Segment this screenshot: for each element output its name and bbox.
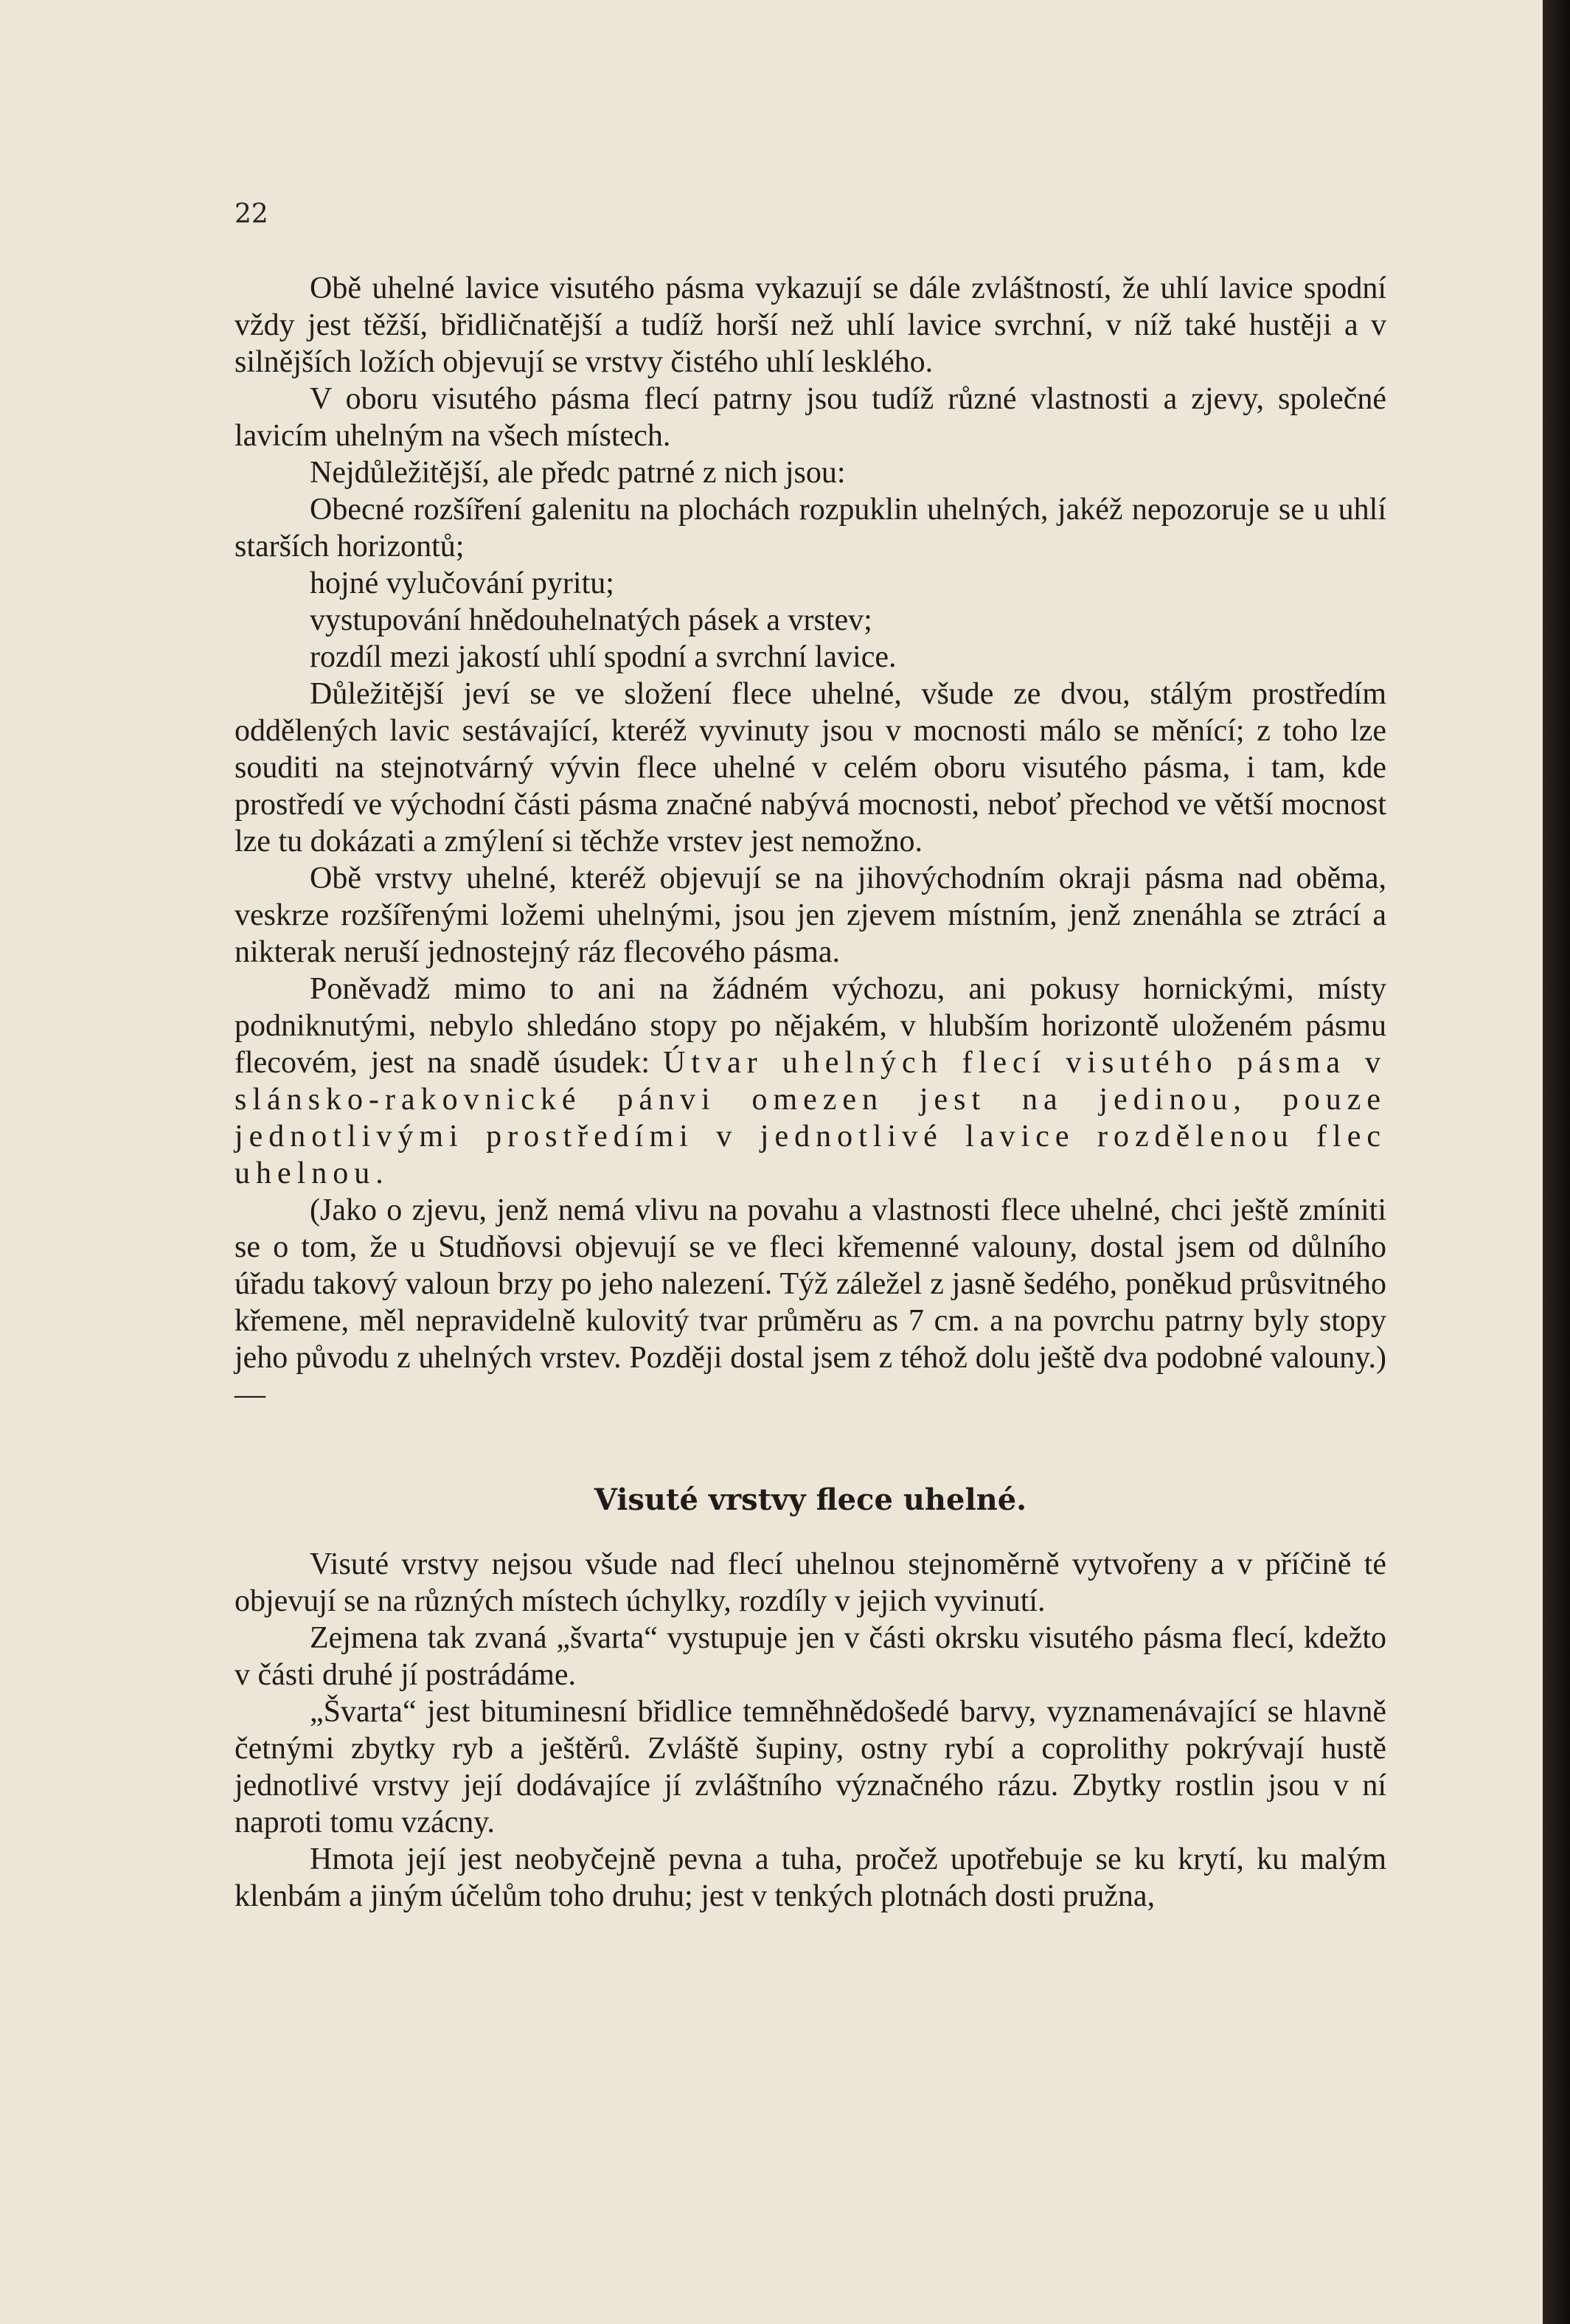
paragraph: Zejmena tak zvaná „švarta“ vystupuje jen v části okrsku visutého pásma flecí, kdežto v části druhé jí postrádáme.	[235, 1621, 1386, 1692]
book-spine-shadow	[1543, 0, 1570, 2324]
paragraph-text: Poněvadž mimo to ani na žádném výchozu, ani pokusy hornickými, místy podniknutými, nebylo shledáno stopy po nějakém, v hlubším horizontě uloženém pásmu flecovém, jest na snadě úsudek:	[235, 972, 1386, 1080]
paragraph: Visuté vrstvy nejsou všude nad flecí uhelnou stejnoměrně vytvořeny a v příčině té objevují se na různých místech úchylky, rozdíly v jejich vyvinutí.	[235, 1547, 1386, 1618]
paragraph-conclusion	[235, 971, 1386, 1192]
body-text	[235, 270, 1386, 1915]
emphasized-conclusion: Útvar uhelných flecí visutého pásma v slánsko-rakovnické pánvi omezen jest na jedinou, pouze jednotlivými prostředími v jednotlivé lavice rozdělenou flec uhelnou.	[235, 1046, 1386, 1190]
list-item: hojné vylučování pyritu;	[310, 566, 614, 600]
paragraph: V oboru visutého pásma flecí patrny jsou tudíž různé vlastnosti a zjevy, společné lavicím uhelným na všech místech.	[235, 382, 1386, 453]
section-heading: Visuté vrstvy flece uhelné.	[594, 1482, 1027, 1517]
page-number: 22	[235, 199, 268, 229]
paragraph: Nejdůležitější, ale předc patrné z nich jsou:	[310, 456, 846, 490]
paragraph-note: (Jako o zjevu, jenž nemá vlivu na povahu a vlastnosti flece uhelné, chci ještě zmíniti se o tom, že u Studňovsi objevují se ve fleci křemenné valouny, dostal jsem od důlního úřadu takový valoun brzy po jeho nalezení. Týž záležel z jasně šedého, poněkud průsvitného křemene, měl nepravidelně kulovitý tvar průměru as 7 cm. a na povrchu patrny byly stopy jeho původu z uhelných vrstev. Později dostal jsem z téhož dolu ještě dva podobné valouny.) —	[235, 1193, 1386, 1412]
paragraph: Obě vrstvy uhelné, kteréž objevují se na jihovýchodním okraji pásma nad oběma, veskrze rozšířenými ložemi uhelnými, jsou jen zjevem místním, jenž znenáhla se ztrácí a nikterak neruší jednostejný ráz flecového pásma.	[235, 861, 1386, 969]
list-item: Obecné rozšíření galenitu na plochách rozpuklin uhelných, jakéž nepozoruje se u uhlí starších horizontů;	[235, 493, 1386, 563]
paragraph: Důležitější jeví se ve složení flece uhelné, všude ze dvou, stálým prostředím oddělených lavic sestávající, kteréž vyvinuty jsou v mocnosti málo se měnící; z toho lze souditi na stejnotvárný vývin flece uhelné v celém oboru visutého pásma, i tam, kde prostředí ve východní části pásma značné nabývá mocnosti, neboť přechod ve větší mocnost lze tu dokázati a zmýlení si těchže vrstev jest nemožno.	[235, 677, 1386, 859]
section-gap	[235, 1413, 1386, 1446]
list-item: rozdíl mezi jakostí uhlí spodní a svrchní lavice.	[310, 640, 897, 674]
paragraph: „Švarta“ jest bituminesní břidlice temněhnědošedé barvy, vyznamenávající se hlavně četnými zbytky ryb a ještěrů. Zvláště šupiny, ostny rybí a coprolithy pokrývají hustě jednotlivé vrstvy její dodávajíce jí zvláštního význačného rázu. Zbytky rostlin jsou v ní naproti tomu vzácny.	[235, 1695, 1386, 1839]
list-item: vystupování hnědouhelnatých pásek a vrstev;	[310, 603, 872, 637]
paragraph: Hmota její jest neobyčejně pevna a tuha, pročež upotřebuje se ku krytí, ku malým klenbám a jiným účelům toho druhu; jest v tenkých plotnách dosti pružna,	[235, 1842, 1386, 1913]
paragraph: Obě uhelné lavice visutého pásma vykazují se dále zvláštností, že uhlí lavice spodní vždy jest těžší, břidličnatější a tudíž horší než uhlí lavice svrchní, v níž také hustěji a v silnějších ložích objevují se vrstvy čistého uhlí lesklého.	[235, 271, 1386, 379]
